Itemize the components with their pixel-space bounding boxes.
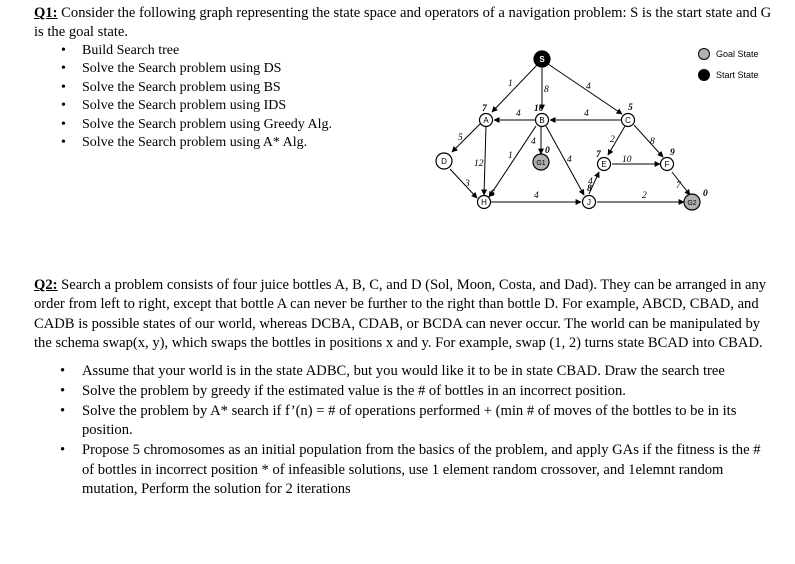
legend-start-label: Start State [716, 70, 759, 80]
heuristic-c: 5 [628, 103, 633, 113]
list-item: • Build Search tree [34, 42, 779, 60]
edge-cost-f-g2: 7 [676, 181, 681, 191]
question-2-prompt [34, 276, 772, 354]
edge-a-h [484, 126, 486, 195]
node-label-a: A [483, 116, 489, 125]
question-1-text: Consider the following graph representing the state space and operators of a navigation problem: S is the start state and G is the goal state. [34, 5, 772, 40]
heuristic-e: 7 [596, 150, 601, 160]
node-label-s: S [539, 55, 545, 64]
edge-cost-c-b: 4 [584, 109, 589, 119]
edge-d-h [450, 169, 477, 198]
question-2 [34, 276, 772, 500]
edge-cost-s-b: 8 [544, 85, 549, 95]
edge-cost-b-g1: 4 [531, 137, 536, 147]
edge-cost-b-a: 4 [516, 109, 521, 119]
node-label-h: H [481, 198, 487, 207]
edge-f-g2 [672, 172, 690, 195]
edge-b-j [546, 126, 584, 195]
list-item: • Solve the Search problem using BS [34, 79, 779, 97]
list-item: • Solve the Search problem using A* Alg. [34, 134, 779, 152]
edge-cost-c-e: 2 [610, 135, 615, 145]
edge-cost-b-h: 1 [508, 151, 513, 161]
question-1-label: Q1: [34, 5, 58, 21]
list-item: • Solve the Search problem using Greedy Alg. [34, 116, 779, 134]
edge-s-a [492, 65, 537, 112]
list-item: • Solve the problem by greedy if the estimated value is the # of bottles in an incorrect position. [34, 382, 772, 401]
edge-cost-a-d: 5 [458, 133, 463, 143]
graph-legend [698, 48, 759, 90]
edge-cost-s-a: 1 [508, 79, 513, 89]
heuristic-a: 7 [482, 104, 487, 114]
edge-cost-d-h: 3 [465, 179, 470, 189]
heuristic-g1: 0 [545, 146, 550, 156]
state-space-graph [424, 44, 724, 220]
heuristic-h: 6 [490, 189, 495, 199]
list-item: • Assume that your world is in the state ADBC, but you would like it to be in state CBAD. Draw the search tree [34, 362, 772, 381]
node-label-g1: G1 [536, 160, 546, 167]
question-2-label: Q2: [34, 277, 58, 293]
question-2-text: Search a problem consists of four juice bottles A, B, C, and D (Sol, Moon, Costa, and Dad). They can be arranged in any order from left to right, except that bottle A can never be further to the right than bottle D. For example, ABCD, CBAD, and CADB is possible states of our world, whereas DCBA, CDAB, or BCDA can never occur. The world can be manipulated by the schema swap(x, y), which swaps the bottles in positions x and y. For example, swap (1, 2) turns state BCAD into CBAD. [34, 277, 767, 352]
legend-goal [698, 48, 759, 60]
start-state-icon [698, 69, 710, 81]
edge-cost-s-c: 4 [586, 82, 591, 92]
node-label-b: B [539, 116, 545, 125]
goal-state-icon [698, 48, 710, 60]
edge-c-f [634, 125, 663, 157]
edge-s-c [548, 64, 622, 114]
heuristic-j: 8 [587, 184, 592, 194]
edge-cost-c-f: 8 [650, 137, 655, 147]
edge-cost-h-j: 4 [534, 191, 539, 201]
question-1-prompt [34, 4, 779, 42]
heuristic-b: 10 [534, 104, 544, 114]
list-item: • Propose 5 chromosomes as an initial population from the basics of the problem, and apply GAs if the fitness is the # of bottles in incorrect position * of infeasible solutions, use 1 element random crossover, and 1elemnt random mutation, Perform the solution for 2 iterations [34, 441, 772, 499]
edge-cost-j-g2: 2 [642, 191, 647, 201]
legend-goal-label: Goal State [716, 49, 759, 59]
edge-cost-b-j: 4 [567, 155, 572, 165]
legend-start [698, 69, 759, 81]
edge-cost-e-f: 10 [622, 155, 632, 165]
node-label-j: J [587, 198, 591, 207]
edge-a-d [452, 123, 481, 152]
node-label-c: C [625, 116, 631, 125]
edge-cost-j-e: 4 [588, 177, 593, 187]
heuristic-g2: 0 [703, 189, 708, 199]
list-item: • Solve the Search problem using IDS [34, 97, 779, 115]
heuristic-f: 9 [670, 148, 675, 158]
list-item: • Solve the Search problem using DS [34, 60, 779, 78]
list-item: • Solve the problem by A* search if f’(n) = # of operations performed + (min # of moves of the bottles to be in its position. [34, 402, 772, 440]
node-label-e: E [601, 160, 607, 169]
edge-cost-a-h: 12 [474, 159, 484, 169]
node-label-f: F [664, 160, 670, 169]
question-2-list [34, 362, 772, 499]
node-label-g2: G2 [687, 200, 697, 207]
edge-b-h [489, 126, 536, 197]
node-label-d: D [441, 157, 447, 166]
